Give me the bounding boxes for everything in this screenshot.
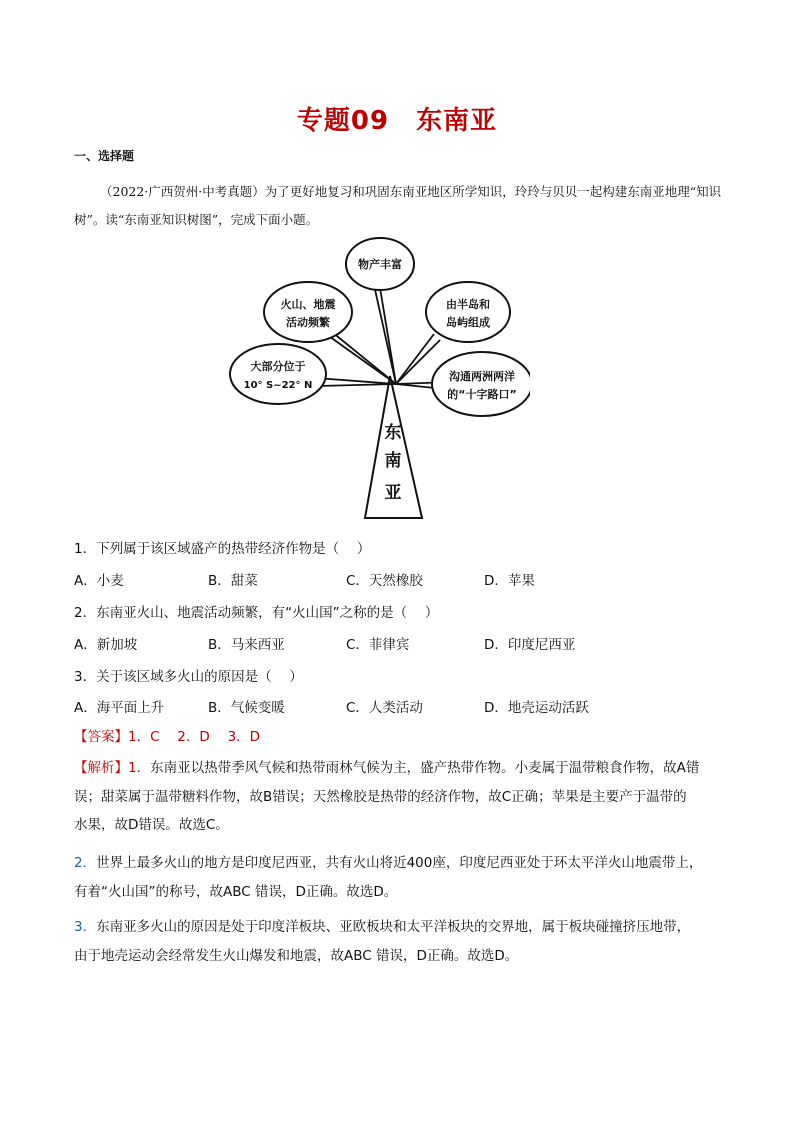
analysis-p2-line2: 有着“火山国”的称号，故ABC 错误，D正确。故选D。: [74, 883, 398, 900]
analysis-p1-line3: 水果，故D错误。故选C。: [74, 817, 229, 833]
analysis-paragraph-3: [74, 913, 730, 970]
question-2-option-d: D．印度尼西亚: [484, 637, 576, 653]
question-2-option-b: B．马来西亚: [208, 637, 285, 653]
question-1-option-b: B．甜菜: [208, 573, 258, 589]
section-heading: 一、选择题: [74, 149, 135, 163]
question-1-stem: 1．下列属于该区域盛产的热带经济作物是（ ）: [74, 541, 371, 557]
question-2-option-a: A．新加坡: [74, 637, 138, 653]
bubble-left-lower-line1: 大部分位于: [250, 360, 306, 373]
bubble-left-upper-line1: 火山、地震: [280, 298, 336, 311]
trunk-char-1: 东: [384, 423, 402, 443]
page-title: 专题09 东南亚: [296, 106, 498, 136]
analysis-p3-line1: 东南亚多火山的原因是处于印度洋板块、亚欧板块和太平洋板块的交界地，属于板块碰撞挤压地带，: [96, 919, 691, 935]
analysis-p1-number: 1．: [128, 760, 151, 776]
knowledge-tree-figure: [220, 236, 530, 526]
bubble-right-upper-line1: 由半岛和: [446, 298, 490, 311]
question-2-option-c: C．菲律宾: [346, 637, 410, 653]
bubble-right-lower: [432, 352, 530, 416]
question-2-stem: 2．东南亚火山、地震活动频繁，有“火山国”之称的是（ ）: [74, 605, 439, 621]
bubble-right-upper: [426, 282, 510, 342]
question-3-option-c: C．人类活动: [346, 700, 423, 716]
question-1-option-a: A．小麦: [74, 573, 124, 589]
trunk-char-2: 南: [384, 451, 402, 471]
analysis-p3-number: 3．: [74, 919, 97, 935]
analysis-paragraph-2: [74, 849, 730, 906]
bubble-right-upper-line2: 岛屿组成: [446, 316, 490, 329]
bubble-right-lower-line2: 的“十字路口”: [447, 388, 517, 401]
bubble-right-lower-line1: 沟通两洲两洋: [449, 370, 515, 383]
answer-line: [74, 723, 730, 752]
answer-label: 【答案】: [74, 729, 128, 745]
analysis-p2-number: 2．: [74, 855, 97, 871]
question-3-stem: 3．关于该区域多火山的原因是（ ）: [74, 669, 303, 685]
analysis-p1-line2: 误；甜菜属于温带糖料作物，故B错误；天然橡胶是热带的经济作物，故C正确；苹果是主要产于温带的: [74, 788, 687, 805]
bubble-left-lower-line2: 10° S~22° N: [243, 380, 313, 391]
bubble-left-upper: [264, 282, 352, 342]
trunk-char-3: 亚: [384, 483, 402, 503]
question-3-option-b: B．气候变暖: [208, 700, 285, 716]
question-intro: （2022·广西贺州·中考真题）为了更好地复习和巩固东南亚地区所学知识，玲玲与贝贝一起构建东南亚地理“知识树”。读“东南亚知识树图”，完成下面小题。: [74, 184, 722, 227]
question-1-option-d: D．苹果: [484, 573, 535, 589]
analysis-p3-line2: 由于地壳运动会经常发生火山爆发和地震，故ABC 错误，D正确。故选D。: [74, 947, 519, 964]
analysis-p1-line1: 东南亚以热带季风气候和热带雨林气候为主，盛产热带作物。小麦属于温带粮食作物，故A错: [150, 760, 700, 776]
analysis-p2-line1: 世界上最多火山的地方是印度尼西亚，共有火山将近400座，印度尼西亚处于环太平洋火山地震带上，: [96, 855, 703, 871]
bubble-top-text: 物产丰富: [358, 258, 402, 271]
analysis-paragraph-1: [74, 754, 730, 840]
bubble-left-upper-line2: 活动频繁: [286, 316, 330, 329]
analysis-label: 【解析】: [74, 760, 128, 776]
question-1-option-c: C．天然橡胶: [346, 573, 423, 589]
question-3-option-a: A．海平面上升: [74, 700, 165, 716]
bubble-left-lower: [230, 344, 326, 404]
question-3-option-d: D．地壳运动活跃: [484, 700, 589, 716]
answer-text: 1．C 2．D 3．D: [128, 729, 261, 745]
